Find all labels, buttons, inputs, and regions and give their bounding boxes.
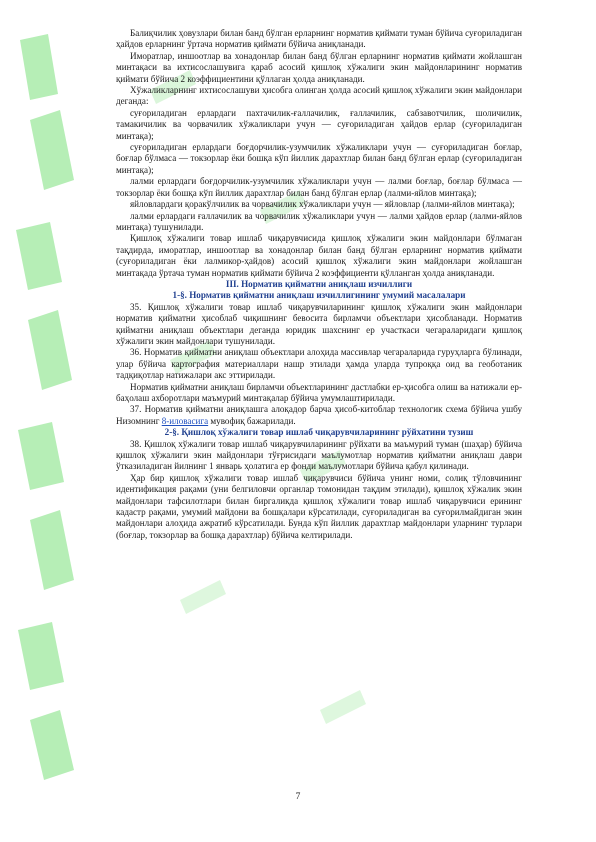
chapter-heading: III. Норматив қийматни аниқлаш изчиллиги (225, 278, 413, 289)
paragraph: Қишлоқ хўжалиги товар ишлаб чиқарувчисида қишлоқ хўжалиги экин майдонлари бўлмаган тақдирда, иморатлар, иншоотлар ва хонадонлар билан банд бўлган ерларнинг норматив қиймати (суғориладиган ёки лалмикор-ҳайдов) асосий қишлоқ хўжалиги экин майдонлари жойлашган минтақада ўртача туман норматив қиймати бўйича 2 коэффициенти қўлланган ҳолда аниқланади. (116, 233, 522, 278)
list-item: яйловлардаги қоракўлчилик ва чорвачилик хўжаликлари учун — яйловлар (лалми-яйлов минтақа); (130, 199, 515, 210)
paragraph: Хўжаликларнинг ихтисослашуви ҳисобга олинган ҳолда асосий қишлоқ хўжалиги экин майдонлари деганда: (116, 85, 522, 107)
paragraph: 36. Норматив қийматни аниқлаш объектлари алоҳида массивлар чегараларида гуруҳларга бўлинади, улар бўйича картография материаллари нашр этилади ҳамда уларда тупроққа оид ва геоботаник тадқиқотлар натижалари акс эттирилади. (116, 347, 522, 381)
intro-paragraphs (116, 28, 522, 279)
paragraph-37-tail: мувофиқ бажарилади. (208, 415, 296, 426)
list-item: суғориладиган ерлардаги пахтачилик-ғаллачилик, ғаллачилик, сабзавотчилик, шоличилик, тамакичилик ва чорвачилик хўжаликлари учун — суғориладиган ҳайдов ерлар (суғориладиган минтақа); (116, 107, 522, 141)
list-item: лалми ерлардаги ғаллачилик ва чорвачилик хўжаликлари учун — лалми ҳайдов ерлар (лалми-яйлов минтақа) тушунилади. (116, 210, 522, 232)
document-body (116, 28, 522, 541)
paragraph: Норматив қийматни аниқлаш бирламчи объектларининг дастлабки ер-ҳисобга олиш ва натижали ер-баҳолаш ахборотлари маъмурий минтақалар бўйича умумлаштирилади. (116, 381, 522, 403)
paragraph: 35. Қишлоқ хўжалиги товар ишлаб чиқарувчиларининг қишлоқ хўжалиги экин майдонлари норматив қийматни ҳисоблаб чиқишнинг бевосита бирламчи объектлари ҳисобланади. Норматив қийматни аниқлаш объектлари деганда юридик шахснинг ер участкаси чегараларидаги қишлоқ хўжалиги экин майдонлари тушунилади. (116, 301, 522, 346)
list-item: лалми ерлардаги боғдорчилик-узумчилик хўжаликлари учун — лалми боғлар, боғлар бўлмаса — токзорлар ёки бошқа кўп йиллик дарахтлар билан банд бўлган ерлар (лалми-яйлов минтақа); (116, 176, 522, 198)
paragraph-37-text: 37. Норматив қийматни аниқлашга алоқадор барча ҳисоб-китоблар технологик схема бўйича ушбу Низомнинг (116, 404, 522, 426)
appendix-8-link[interactable]: 8-иловасига (161, 415, 209, 426)
list-item: суғориладиган ерлардаги боғдорчилик-узумчилик хўжаликлари учун — суғориладиган боғлар, боғлар бўлмаса — токзорлар ёки бошқа кўп йиллик дарахтлар билан банд бўлган ерлар (суғориладиган минтақа); (116, 142, 522, 175)
page-number: 7 (295, 792, 301, 802)
section-heading-2: 2-§. Қишлоқ хўжалиги товар ишлаб чиқарувчиларининг рўйхатини тузиш (164, 427, 474, 438)
paragraph-37 (116, 404, 522, 427)
paragraph: Ҳар бир қишлоқ хўжалиги товар ишлаб чиқарувчиси бўйича унинг номи, солиқ тўловчининг идентификация рақами (уни белгиловчи органлар томонидан тақдим этилади), қишлоқ хўжалик экин майдонлари тафсилотлари билан биргаликда қишлоқ хўжалиги товар ишлаб чиқарувчиси ерининг кадастр рақами, умумий майдони ва бошқалари кўрсатилади, суғориладиган ва суғорилмайдиган экин майдонлари алоҳида ажратиб кўрсатилади. Бунда кўп йиллик дарахтлар майдонлари уларнинг турлари (боғлар, токзорлар ва бошқа дарахтлар) бўйича келтирилади. (116, 472, 522, 540)
paragraph: Иморатлар, иншоотлар ва хонадонлар билан банд бўлган ерларнинг норматив қиймати жойлашган минтақаси ва ихтисослашувига қараб асосий қишлоқ хўжалиги экин майдонларининг норматив қиймати бўйича 2 коэффициентини қўллаган ҳолда аниқланади. (116, 50, 522, 84)
section-heading-1: 1-§. Норматив қийматни аниқлаш изчиллигининг умумий масалалари (172, 290, 466, 301)
paragraph: Балиқчилик ҳовузлари билан банд бўлган ерларнинг норматив қиймати туман бўйича суғориладиган ҳайдов ерларнинг ўртача норматив қиймати бўйича аниқланади. (116, 28, 522, 50)
paragraph: 38. Қишлоқ хўжалиги товар ишлаб чиқарувчиларининг рўйхати ва маъмурий туман (шаҳар) бўйича қишлоқ хўжалиги экин майдонлари тўғрисидаги маълумотлар норматив қийматни аниқлаш даври ўтказиладиган йилнинг 1 январь ҳолатига ер фонди маълумотлари бўйича қабул қилинади. (116, 438, 522, 472)
